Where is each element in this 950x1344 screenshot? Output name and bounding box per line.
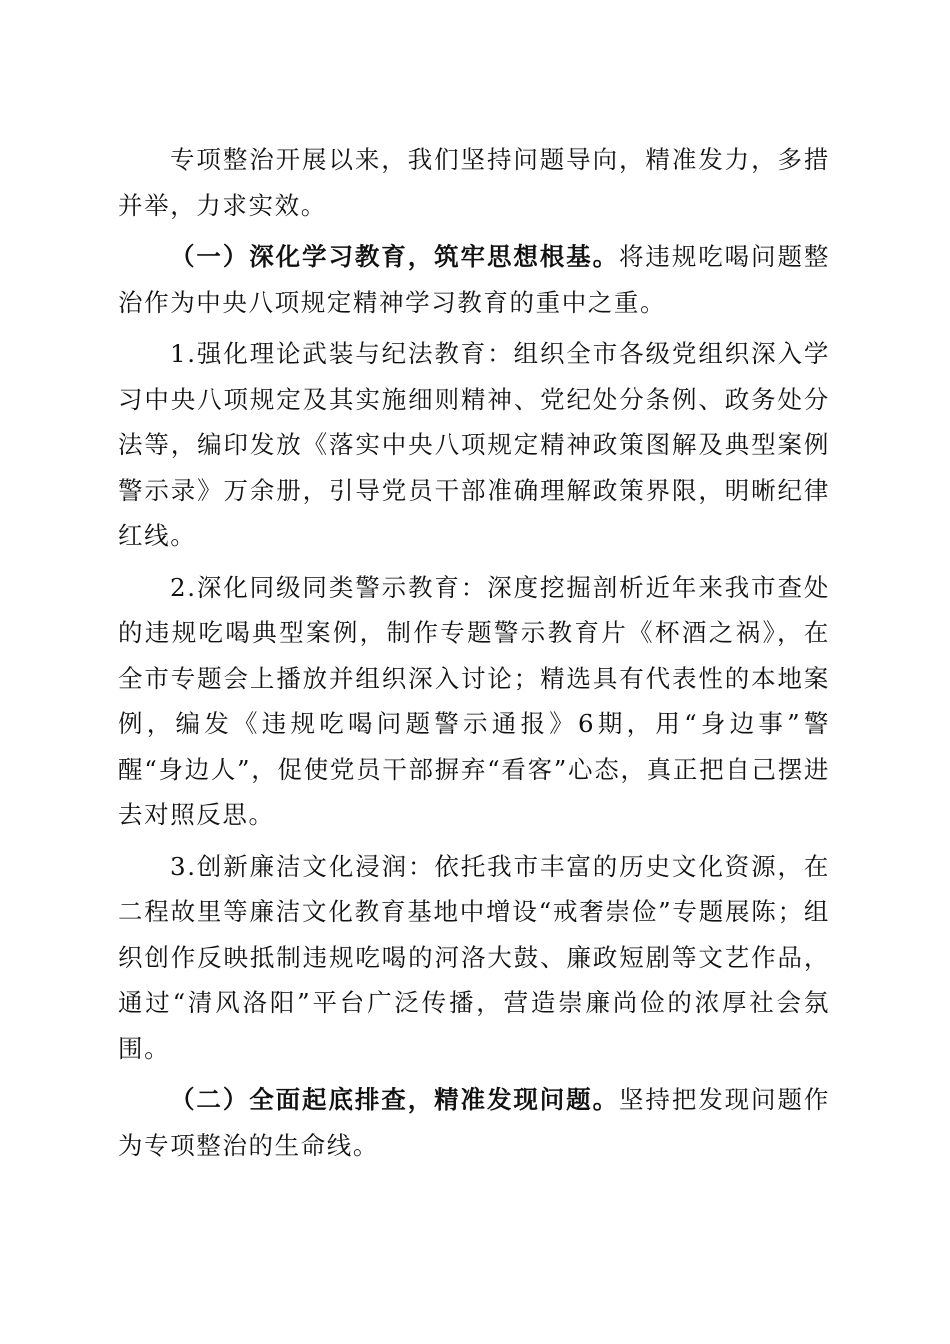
section-1-heading: （一）深化学习教育，筑牢思想根基。: [170, 242, 619, 271]
item-2-text: 2.深化同级同类警示教育：深度挖掘剖析近年来我市查处的违规吃喝典型案例，制作专题警示教育片《杯酒之祸》，在全市专题会上播放并组织深入讨论；精选具有代表性的本地案例，编发《违规吃喝问题警示通报》6期，用“身边事”警醒“身边人”，促使党员干部摒弃“看客”心态，真正把自己摆进去对照反思。: [118, 572, 830, 829]
item-3-text: 3.创新廉洁文化浸润：依托我市丰富的历史文化资源，在二程故里等廉洁文化教育基地中增设“戒奢崇俭”专题展陈；组织创作反映抵制违规吃喝的河洛大鼓、廉政短剧等文艺作品，通过“清风洛阳”平台广泛传播，营造崇廉尚俭的浓厚社会氛围。: [118, 851, 830, 1063]
intro-paragraph: [118, 137, 830, 228]
section-2-heading: （二）全面起底排查，精准发现问题。: [170, 1085, 619, 1114]
item-3-paragraph: [118, 844, 830, 1072]
section-2-paragraph: [118, 1077, 830, 1168]
intro-text: 专项整治开展以来，我们坚持问题导向，精准发力，多措并举，力求实效。: [118, 145, 830, 220]
item-2-paragraph: [118, 565, 830, 838]
section-1-text: 将违规吃喝问题整治作为中央八项规定精神学习教育的重中之重。: [118, 242, 830, 317]
item-1-text: 1.强化理论武装与纪法教育：组织全市各级党组织深入学习中央八项规定及其实施细则精神、党纪处分条例、政务处分法等，编印发放《落实中央八项规定精神政策图解及典型案例警示录》万余册，引导党员干部准确理解政策界限，明晰纪律红线。: [118, 339, 830, 550]
item-1-paragraph: [118, 331, 830, 559]
document-body: [118, 137, 830, 1174]
section-2-text: 坚持把发现问题作为专项整治的生命线。: [118, 1085, 830, 1160]
section-1-paragraph: [118, 234, 830, 325]
